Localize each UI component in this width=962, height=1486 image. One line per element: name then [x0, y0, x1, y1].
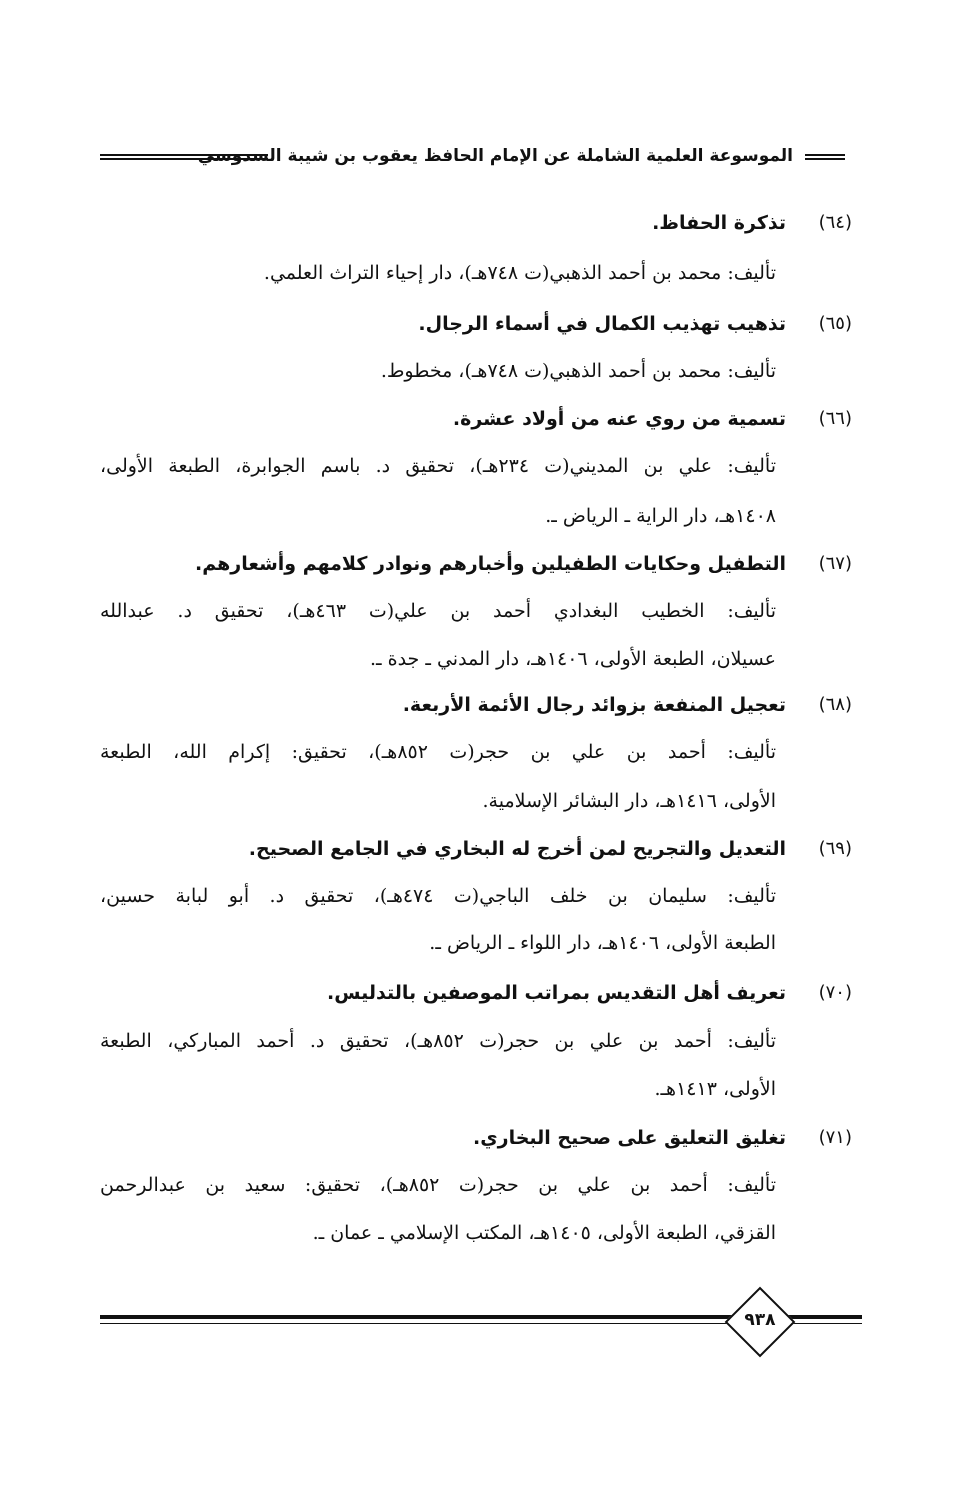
entry-detail-line: تأليف: أحمد بن علي بن حجر(ت ٨٥٢هـ)، تحقيق: إكرام الله، الطبعة: [100, 741, 776, 763]
entry-title: تسمية من روي عنه من أولاد عشرة.: [452, 408, 786, 430]
entry-detail-line: تأليف: محمد بن أحمد الذهبي(ت ٧٤٨هـ)، مخطوط.: [380, 360, 776, 382]
entry-detail-line: الطبعة الأولى، ١٤٠٦هـ، دار اللواء ـ الرياض ـ.: [429, 932, 776, 954]
entry-detail-line: تأليف: علي بن المديني(ت ٢٣٤هـ)، تحقيق د. باسم الجوابرة، الطبعة الأولى،: [100, 455, 776, 477]
entry-detail-line: تأليف: أحمد بن علي بن حجر(ت ٨٥٢هـ)، تحقيق: سعيد بن عبدالرحمن: [100, 1174, 776, 1196]
header-rule-right: [805, 154, 845, 160]
entry-detail-line: عسيلان، الطبعة الأولى، ١٤٠٦هـ، دار المدني ـ جدة ـ.: [369, 648, 776, 670]
entry-title: تذكرة الحفاظ.: [652, 212, 786, 234]
running-header: [100, 142, 845, 182]
book-page: الموسوعة العلمية الشاملة عن الإمام الحافظ يعقوب بن شيبة السدوسي (٦٤) تذكرة الحفاظ. تأليف: محمد بن أحمد الذهبي(ت ٧٤٨هـ)، دار إحياء التراث العلمي. (٦٥) تذهيب تهذيب الكمال في أسماء الرجال. تأليف: محمد بن أحمد الذهبي(ت ٧٤٨هـ)، مخطوط. (٦٦) تسمية من روي عنه من أولاد عشرة. تأليف: علي بن المديني(ت ٢٣٤هـ)، تحقيق د. باسم الجوابرة، الطبعة الأولى، ١٤٠٨هـ، دار الراية ـ الرياض ـ. (٦٧) التطفيل وحكايات الطفيلين وأخبارهم ونوادر كلامهم وأشعارهم. تأليف: الخطيب البغدادي أحمد بن علي(ت ٤٦٣هـ)، تحقيق د. عبدالله عسيلان، الطبعة الأولى، ١٤٠٦هـ، دار المدني ـ جدة ـ. (٦٨) تعجيل المنفعة بزوائد رجال الأئمة الأربعة. تأليف: أحمد بن علي بن حجر(ت ٨٥٢هـ)، تحقيق: إكرام الله، الطبعة الأولى، ١٤١٦هـ، دار البشائر الإسلامية. (٦٩) التعديل والتجريح لمن أخرج له البخاري في الجامع الصحيح. تأليف: سليمان بن خلف الباجي(ت ٤٧٤هـ)، تحقيق د. أبو لبابة حسين، الطبعة الأولى، ١٤٠٦هـ، دار اللواء ـ الرياض ـ. (٧٠) تعريف أهل التقديس بمراتب الموصفين بالتدليس. تأليف: أحمد بن علي بن حجر(ت ٨٥٢هـ)، تحقيق د. أحمد المباركي، الطبعة الأولى، ١٤١٣هـ. (٧١) تغليق التعليق على صحيح البخاري. تأليف: أحمد بن علي بن حجر(ت ٨٥٢هـ)، تحقيق: سعيد بن عبدالرحمن القزقي، الطبعة الأولى، ١٤٠٥هـ، المكتب الإسلامي ـ عمان ـ. ٩٣٨: [0, 0, 962, 1486]
entry-title: تعجيل المنفعة بزوائد رجال الأئمة الأربعة.: [402, 694, 786, 716]
entry-detail-line: الأولى، ١٤١٣هـ.: [654, 1078, 776, 1100]
entry-detail-line: تأليف: محمد بن أحمد الذهبي(ت ٧٤٨هـ)، دار إحياء التراث العلمي.: [263, 262, 776, 284]
page-number: ٩٣٨: [744, 1310, 776, 1330]
page-footer: [100, 1292, 862, 1362]
header-title: الموسوعة العلمية الشاملة عن الإمام الحافظ يعقوب بن شيبة السدوسي: [197, 146, 793, 166]
entry-detail-line: تأليف: أحمد بن علي بن حجر(ت ٨٥٢هـ)، تحقيق د. أحمد المباركي، الطبعة: [100, 1030, 776, 1052]
entry-detail-line: القزقي، الطبعة الأولى، ١٤٠٥هـ، المكتب الإسلامي ـ عمان ـ.: [312, 1222, 776, 1244]
entry-detail-line: ١٤٠٨هـ، دار الراية ـ الرياض ـ.: [545, 505, 776, 527]
entry-detail-line: تأليف: سليمان بن خلف الباجي(ت ٤٧٤هـ)، تحقيق د. أبو لبابة حسين،: [100, 885, 777, 907]
entry-detail-line: الأولى، ١٤١٦هـ، دار البشائر الإسلامية.: [482, 790, 776, 812]
entry-detail-line: تأليف: الخطيب البغدادي أحمد بن علي(ت ٤٦٣هـ)، تحقيق د. عبدالله: [100, 600, 776, 622]
header-rule-left: [100, 154, 268, 160]
entry-title: تغليق التعليق على صحيح البخاري.: [473, 1127, 786, 1149]
entry-title: تذهيب تهذيب الكمال في أسماء الرجال.: [418, 313, 786, 335]
page-number-badge: [722, 1284, 798, 1360]
entry-title: تعريف أهل التقديس بمراتب الموصفين بالتدليس.: [327, 982, 786, 1004]
entry-title: التعديل والتجريح لمن أخرج له البخاري في الجامع الصحيح.: [248, 838, 786, 860]
entry-title: التطفيل وحكايات الطفيلين وأخبارهم ونوادر كلامهم وأشعارهم.: [195, 553, 786, 575]
